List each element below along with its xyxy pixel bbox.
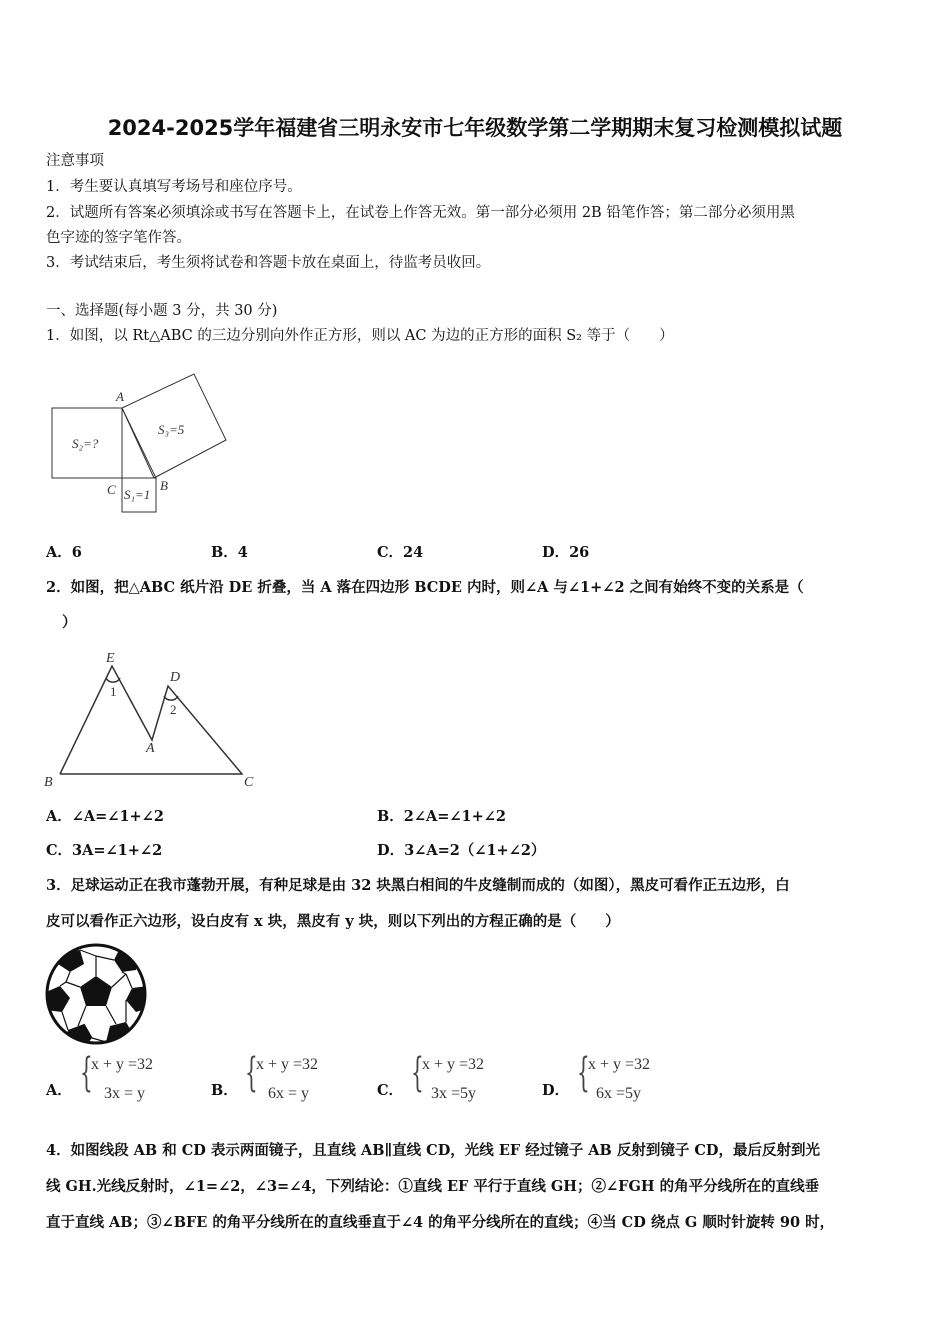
q3-option-d-eq1: x + y =32 xyxy=(588,1056,651,1073)
question-4-line3: 直于直线 AB；③∠BFE 的角平分线所在的直线垂直于∠4 的角平分线所在的直线；④当 CD 绕点 G 顺时针旋转 90 时， xyxy=(46,1214,835,1231)
q3-option-c-eq1: x + y =32 xyxy=(422,1056,485,1073)
question-1-text: 1．如图，以 Rt△ABC 的三边分别向外作正方形，则以 AC 为边的正方形的面积 S₂ 等于（ ） xyxy=(46,328,674,344)
label-s1: S₁=1 xyxy=(124,487,151,502)
q2-option-c[interactable]: C．3A=∠1+∠2 xyxy=(46,842,163,859)
folded-triangle xyxy=(60,666,242,774)
q3-option-d-label[interactable]: D． xyxy=(542,1082,570,1099)
question-1-figure xyxy=(44,368,234,518)
question-4-line2: 线 GH.光线反射时，∠1=∠2，∠3=∠4，下列结论：①直线 EF 平行于直线 GH；②∠FGH 的角平分线所在的直线垂 xyxy=(46,1178,820,1195)
q3-option-b-eq1: x + y =32 xyxy=(256,1056,319,1073)
q2-option-d[interactable]: D．3∠A=2（∠1+∠2） xyxy=(377,842,546,859)
q1-option-a[interactable]: A．6 xyxy=(46,544,82,561)
vertex-a: A xyxy=(146,741,155,756)
q1-option-d[interactable]: D．26 xyxy=(542,544,590,561)
question-2-text-cont: ） xyxy=(62,614,77,631)
section-heading: 一、选择题(每小题 3 分，共 30 分) xyxy=(46,303,278,319)
question-4-line1: 4．如图线段 AB 和 CD 表示两面镜子，且直线 AB∥直线 CD，光线 EF 经过镜子 AB 反射到镜子 CD，最后反射到光 xyxy=(46,1142,820,1159)
brace-icon: { xyxy=(80,1050,93,1096)
q3-option-a-eq1: x + y =32 xyxy=(91,1056,154,1073)
notice-item: 3．考试结束后，考生须将试卷和答题卡放在桌面上，待监考员收回。 xyxy=(46,255,491,271)
right-triangle xyxy=(122,408,156,478)
angle-2-arc xyxy=(164,696,178,700)
q3-option-b-label[interactable]: B． xyxy=(211,1082,238,1099)
vertex-d: D xyxy=(170,670,181,685)
notice-item: 1．考生要认真填写考场号和座位序号。 xyxy=(46,179,302,195)
q3-option-a-label[interactable]: A． xyxy=(46,1082,72,1099)
vertex-c: C xyxy=(244,775,254,790)
vertex-a: A xyxy=(116,389,124,404)
question-3-line1: 3．足球运动正在我市蓬勃开展，有种足球是由 32 块黑白相间的牛皮缝制而成的（如图），黑皮可看作正五边形，白 xyxy=(46,877,790,894)
brace-icon: { xyxy=(411,1050,424,1096)
q1-option-c[interactable]: C．24 xyxy=(377,544,424,561)
soccer-ball-image xyxy=(44,942,148,1046)
q3-option-b-eq2: 6x = y xyxy=(268,1085,310,1102)
question-2-figure xyxy=(40,648,270,793)
label-s3: S₃=5 xyxy=(158,422,185,437)
q2-option-b[interactable]: B．2∠A=∠1+∠2 xyxy=(377,808,507,825)
question-2-text: 2．如图，把△ABC 纸片沿 DE 折叠，当 A 落在四边形 BCDE 内时，则∠A 与∠1+∠2 之间有始终不变的关系是（ xyxy=(46,579,804,596)
q3-option-a-eq2: 3x = y xyxy=(104,1085,146,1102)
vertex-e: E xyxy=(106,651,115,666)
q3-option-c-eq2: 3x =5y xyxy=(431,1085,477,1102)
vertex-b: B xyxy=(160,478,168,493)
q3-option-c-label[interactable]: C． xyxy=(377,1082,404,1099)
notice-item: 2．试题所有答案必须填涂或书写在答题卡上，在试卷上作答无效。第一部分必须用 2B 铅笔作答；第二部分必须用黑 xyxy=(46,205,795,221)
notice-heading: 注意事项 xyxy=(46,153,104,169)
q3-option-d-eq2: 6x =5y xyxy=(596,1085,642,1102)
q2-option-a[interactable]: A．∠A=∠1+∠2 xyxy=(46,808,164,825)
brace-icon: { xyxy=(245,1050,258,1096)
vertex-b: B xyxy=(44,775,53,790)
page-title: 2024-2025学年福建省三明永安市七年级数学第二学期期末复习检测模拟试题 xyxy=(107,116,843,140)
angle-1-label: 1 xyxy=(110,684,117,699)
label-s2: S₂=? xyxy=(72,436,99,451)
angle-2-label: 2 xyxy=(170,702,177,717)
vertex-c: C xyxy=(107,482,116,497)
brace-icon: { xyxy=(577,1050,590,1096)
notice-item: 色字迹的签字笔作答。 xyxy=(46,230,191,246)
angle-1-arc xyxy=(106,678,120,682)
q1-option-b[interactable]: B．4 xyxy=(211,544,248,561)
question-3-line2: 皮可以看作正六边形，设白皮有 x 块，黑皮有 y 块，则以下列出的方程正确的是（ ） xyxy=(46,913,620,930)
